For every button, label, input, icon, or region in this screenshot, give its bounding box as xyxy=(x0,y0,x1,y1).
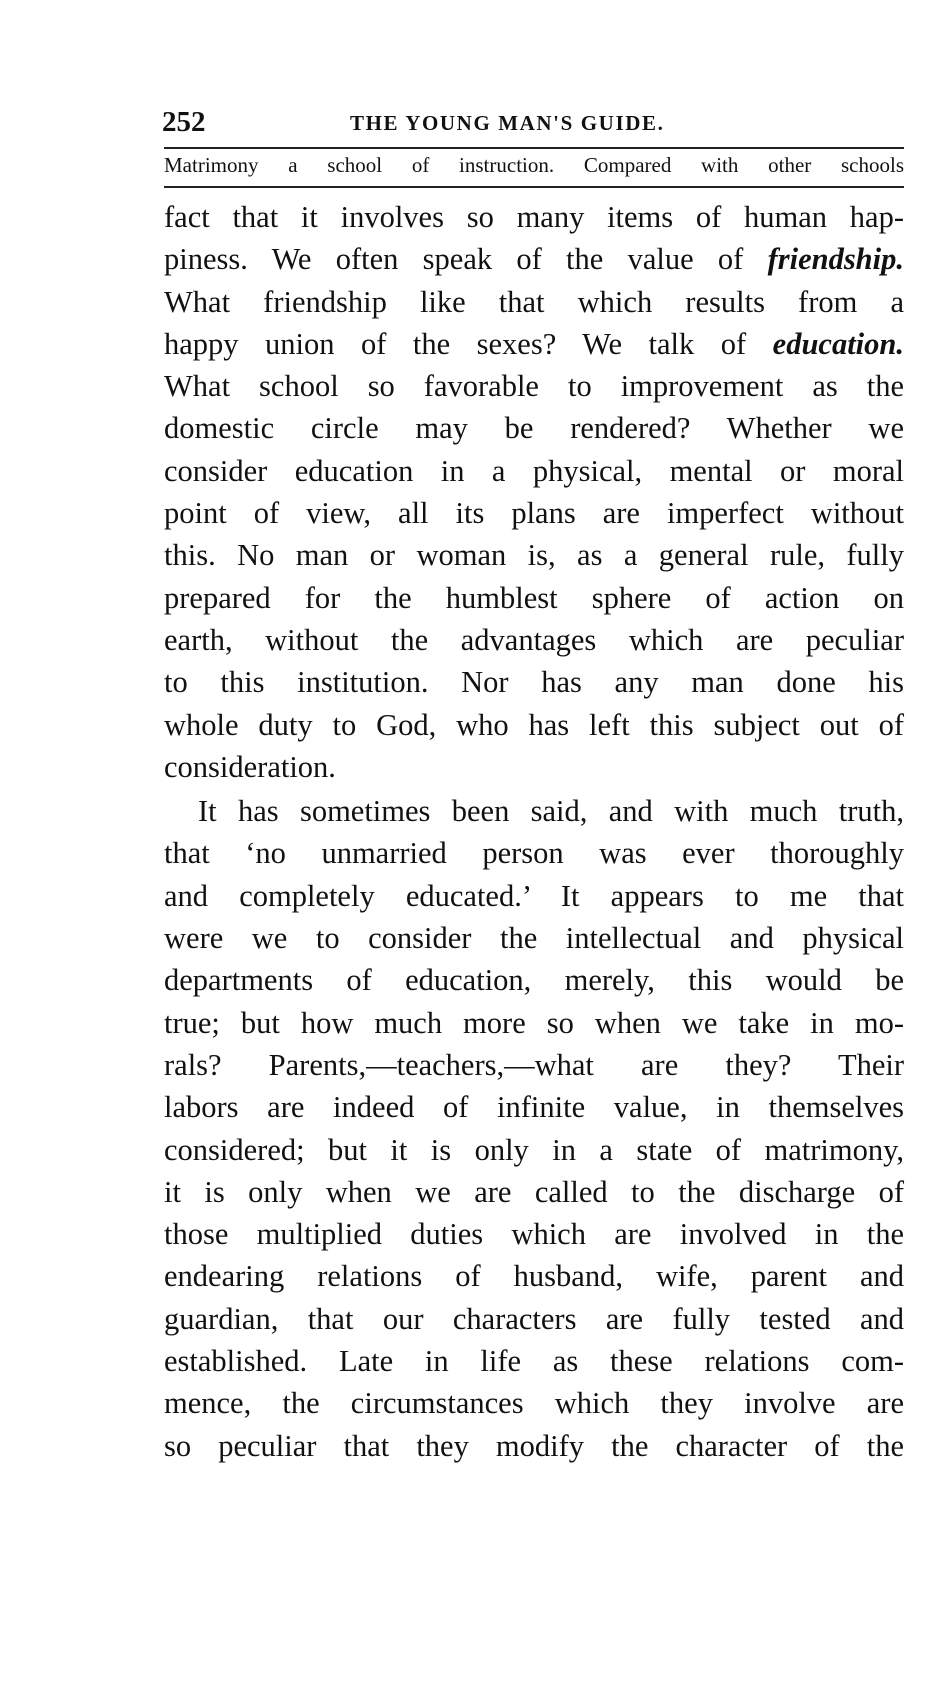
text-line: rals? Parents,—teachers,—what are they? Their xyxy=(164,1047,904,1082)
text-line: this. No man or woman is, as a general rule, fully xyxy=(164,538,904,573)
text-line: those multiplied duties which are involved in the xyxy=(164,1217,904,1252)
emphasis-education: education. xyxy=(772,326,904,361)
text-line: endearing relations of husband, wife, parent and xyxy=(164,1259,904,1294)
text-line: fact that it involves so many items of human hap- xyxy=(164,200,904,234)
text-line xyxy=(164,323,904,365)
emphasis-friendship: friendship. xyxy=(767,242,904,277)
text-line: What friendship like that which results from a xyxy=(164,284,904,319)
text-line: so peculiar that they modify the character of the xyxy=(164,1428,904,1463)
text-line: It has sometimes been said, and with much truth, xyxy=(198,794,904,829)
subject-heading: Matrimony a school of instruction. Compared with other schools xyxy=(164,153,904,177)
page-number: 252 xyxy=(162,106,206,138)
text-line: to this institution. Nor has any man done his xyxy=(164,665,904,700)
text-line: mence, the circumstances which they involve are xyxy=(164,1386,904,1421)
text-line: earth, without the advantages which are peculiar xyxy=(164,622,904,657)
text-line xyxy=(164,238,904,280)
text-line: What school so favorable to improvement as the xyxy=(164,369,904,404)
header-rule-top xyxy=(164,147,904,149)
text-line: that ‘no unmarried person was ever thoroughly xyxy=(164,836,904,871)
text-span: happy union of the sexes? We talk of xyxy=(164,326,773,361)
text-line: were we to consider the intellectual and physical xyxy=(164,921,904,956)
text-line: labors are indeed of infinite value, in themselves xyxy=(164,1090,904,1125)
paragraph-2 xyxy=(164,790,904,1467)
text-line: guardian, that our characters are fully tested and xyxy=(164,1301,904,1336)
paragraph-1 xyxy=(164,196,904,788)
text-line: whole duty to God, who has left this subject out of xyxy=(164,707,904,742)
text-line: point of view, all its plans are imperfect without xyxy=(164,496,904,531)
running-head xyxy=(162,106,902,146)
header-rule-bottom xyxy=(164,186,904,188)
text-line: and completely educated.’ It appears to me that xyxy=(164,878,904,913)
text-line: considered; but it is only in a state of matrimony, xyxy=(164,1132,904,1167)
text-line: it is only when we are called to the discharge of xyxy=(164,1174,904,1209)
text-line: established. Late in life as these relations com- xyxy=(164,1344,904,1379)
text-line: consider education in a physical, mental or moral xyxy=(164,453,904,488)
text-span: piness. We often speak of the value of xyxy=(164,242,768,277)
body-text xyxy=(164,196,904,1467)
text-line: domestic circle may be rendered? Whether we xyxy=(164,411,904,446)
text-line: true; but how much more so when we take in mo- xyxy=(164,1005,904,1040)
text-line: departments of education, merely, this would be xyxy=(164,963,904,998)
text-line: consideration. xyxy=(164,749,336,784)
text-line: prepared for the humblest sphere of action on xyxy=(164,580,904,615)
book-title: THE YOUNG MAN'S GUIDE. xyxy=(350,111,665,135)
